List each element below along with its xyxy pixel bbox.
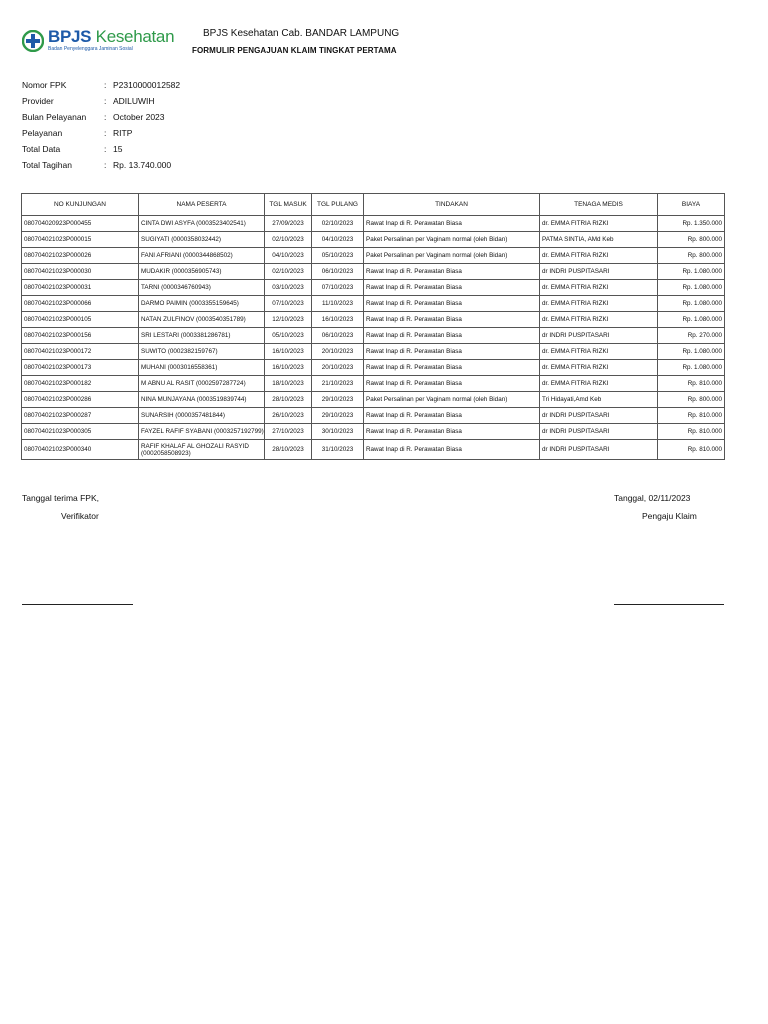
cell-nama-peserta: SUNARSIH (0000357481844) xyxy=(139,408,265,424)
cell-tgl-masuk: 18/10/2023 xyxy=(265,376,312,392)
cell-biaya: Rp. 1.080.000 xyxy=(658,280,725,296)
meta-value: 15 xyxy=(113,144,123,154)
cell-nama-peserta: FAYZEL RAFIF SYABANI (0003257192799) xyxy=(139,424,265,440)
logo-name-kesehatan: Kesehatan xyxy=(95,27,175,46)
cell-tenaga-medis: dr INDRI PUSPITASARI xyxy=(540,424,658,440)
cell-tenaga-medis: dr. EMMA FITRIA RIZKI xyxy=(540,360,658,376)
cell-nama-peserta: SRI LESTARI (0003381286781) xyxy=(139,328,265,344)
cell-no-kunjungan: 080704021023P000182 xyxy=(22,376,139,392)
table-row xyxy=(22,344,725,360)
cell-tenaga-medis: dr. EMMA FITRIA RIZKI xyxy=(540,344,658,360)
cell-tindakan: Rawat Inap di R. Perawatan Biasa xyxy=(364,344,540,360)
column-header-tenaga-medis: TENAGA MEDIS xyxy=(540,194,658,216)
table-row xyxy=(22,424,725,440)
cell-biaya: Rp. 1.080.000 xyxy=(658,296,725,312)
table-row xyxy=(22,392,725,408)
cell-tindakan: Rawat Inap di R. Perawatan Biasa xyxy=(364,440,540,460)
meta-row-provider xyxy=(22,96,180,112)
meta-row-total-data xyxy=(22,144,180,160)
meta-separator: : xyxy=(104,112,107,122)
meta-label: Total Data xyxy=(22,144,61,154)
form-title: FORMULIR PENGAJUAN KLAIM TINGKAT PERTAMA xyxy=(192,46,397,55)
cell-tindakan: Rawat Inap di R. Perawatan Biasa xyxy=(364,408,540,424)
column-header-tgl-pulang: TGL PULANG xyxy=(312,194,364,216)
cell-no-kunjungan: 080704020923P000455 xyxy=(22,216,139,232)
cell-tindakan: Paket Persalinan per Vaginam normal (oleh Bidan) xyxy=(364,392,540,408)
cell-biaya: Rp. 1.080.000 xyxy=(658,360,725,376)
table-header-row xyxy=(22,194,725,216)
table-row xyxy=(22,376,725,392)
cell-tgl-pulang: 20/10/2023 xyxy=(312,360,364,376)
meta-row-total-tagihan xyxy=(22,160,180,176)
column-header-no-kunjungan: NO KUNJUNGAN xyxy=(22,194,139,216)
cell-biaya: Rp. 810.000 xyxy=(658,440,725,460)
meta-row-pelayanan xyxy=(22,128,180,144)
cell-tgl-masuk: 28/10/2023 xyxy=(265,392,312,408)
meta-separator: : xyxy=(104,96,107,106)
cell-tindakan: Rawat Inap di R. Perawatan Biasa xyxy=(364,424,540,440)
table-row xyxy=(22,264,725,280)
cell-tenaga-medis: dr. EMMA FITRIA RIZKI xyxy=(540,216,658,232)
cell-nama-peserta: NATAN ZULFINOV (0003540351789) xyxy=(139,312,265,328)
cell-tenaga-medis: dr INDRI PUSPITASARI xyxy=(540,264,658,280)
cell-biaya: Rp. 810.000 xyxy=(658,424,725,440)
meta-label: Provider xyxy=(22,96,54,106)
cell-no-kunjungan: 080704021023P000340 xyxy=(22,440,139,460)
cell-tindakan: Rawat Inap di R. Perawatan Biasa xyxy=(364,376,540,392)
meta-value: P2310000012582 xyxy=(113,80,181,90)
cell-nama-peserta: CINTA DWI ASYFA (0003523402541) xyxy=(139,216,265,232)
bpjs-emblem-icon xyxy=(22,30,44,52)
table-row xyxy=(22,280,725,296)
claims-table xyxy=(21,193,725,460)
column-header-biaya: BIAYA xyxy=(658,194,725,216)
cell-no-kunjungan: 080704021023P000015 xyxy=(22,232,139,248)
cell-tenaga-medis: dr. EMMA FITRIA RIZKI xyxy=(540,376,658,392)
claim-meta xyxy=(22,80,180,176)
cell-tgl-masuk: 27/09/2023 xyxy=(265,216,312,232)
cell-tindakan: Rawat Inap di R. Perawatan Biasa xyxy=(364,296,540,312)
cell-no-kunjungan: 080704021023P000172 xyxy=(22,344,139,360)
logo-tagline: Badan Penyelenggara Jaminan Sosial xyxy=(48,46,133,52)
meta-separator: : xyxy=(104,144,107,154)
cell-nama-peserta: NINA MUNJAYANA (0003519839744) xyxy=(139,392,265,408)
cell-biaya: Rp. 800.000 xyxy=(658,232,725,248)
claimant-label: Pengaju Klaim xyxy=(642,511,697,521)
cell-biaya: Rp. 270.000 xyxy=(658,328,725,344)
cell-no-kunjungan: 080704021023P000287 xyxy=(22,408,139,424)
cell-tgl-masuk: 27/10/2023 xyxy=(265,424,312,440)
cell-tgl-masuk: 02/10/2023 xyxy=(265,264,312,280)
cell-tenaga-medis: dr. EMMA FITRIA RIZKI xyxy=(540,312,658,328)
column-header-tindakan: TINDAKAN xyxy=(364,194,540,216)
cell-tgl-masuk: 16/10/2023 xyxy=(265,344,312,360)
cell-no-kunjungan: 080704021023P000173 xyxy=(22,360,139,376)
cell-tindakan: Paket Persalinan per Vaginam normal (oleh Bidan) xyxy=(364,248,540,264)
cell-tgl-pulang: 30/10/2023 xyxy=(312,424,364,440)
cell-tgl-masuk: 07/10/2023 xyxy=(265,296,312,312)
cell-tgl-masuk: 16/10/2023 xyxy=(265,360,312,376)
meta-label: Nomor FPK xyxy=(22,80,67,90)
cell-no-kunjungan: 080704021023P000105 xyxy=(22,312,139,328)
cell-tgl-pulang: 29/10/2023 xyxy=(312,392,364,408)
meta-row-bulan-pelayanan xyxy=(22,112,180,128)
cell-tenaga-medis: Tri Hidayati,Amd Keb xyxy=(540,392,658,408)
cell-tindakan: Rawat Inap di R. Perawatan Biasa xyxy=(364,280,540,296)
cell-tindakan: Paket Persalinan per Vaginam normal (oleh Bidan) xyxy=(364,232,540,248)
cell-no-kunjungan: 080704021023P000305 xyxy=(22,424,139,440)
table-row xyxy=(22,248,725,264)
cell-tgl-pulang: 29/10/2023 xyxy=(312,408,364,424)
cell-tgl-pulang: 21/10/2023 xyxy=(312,376,364,392)
cell-tgl-pulang: 06/10/2023 xyxy=(312,264,364,280)
cell-tgl-pulang: 16/10/2023 xyxy=(312,312,364,328)
meta-separator: : xyxy=(104,128,107,138)
column-header-tgl-masuk: TGL MASUK xyxy=(265,194,312,216)
cell-no-kunjungan: 080704021023P000156 xyxy=(22,328,139,344)
cell-tgl-masuk: 26/10/2023 xyxy=(265,408,312,424)
cell-tgl-masuk: 02/10/2023 xyxy=(265,232,312,248)
cell-tenaga-medis: dr INDRI PUSPITASARI xyxy=(540,408,658,424)
cell-nama-peserta: MUHANI (0003016558361) xyxy=(139,360,265,376)
cell-tindakan: Rawat Inap di R. Perawatan Biasa xyxy=(364,216,540,232)
cell-tgl-pulang: 04/10/2023 xyxy=(312,232,364,248)
cell-tgl-pulang: 31/10/2023 xyxy=(312,440,364,460)
cell-tenaga-medis: dr. EMMA FITRIA RIZKI xyxy=(540,248,658,264)
cell-biaya: Rp. 1.080.000 xyxy=(658,264,725,280)
cell-tgl-pulang: 06/10/2023 xyxy=(312,328,364,344)
meta-row-nomor-fpk xyxy=(22,80,180,96)
cell-tgl-pulang: 11/10/2023 xyxy=(312,296,364,312)
cell-no-kunjungan: 080704021023P000066 xyxy=(22,296,139,312)
verifier-signature-line xyxy=(22,604,133,605)
cell-tgl-pulang: 20/10/2023 xyxy=(312,344,364,360)
table-row xyxy=(22,216,725,232)
cell-tindakan: Rawat Inap di R. Perawatan Biasa xyxy=(364,264,540,280)
table-row xyxy=(22,408,725,424)
cell-no-kunjungan: 080704021023P000026 xyxy=(22,248,139,264)
meta-value: Rp. 13.740.000 xyxy=(113,160,172,170)
table-row xyxy=(22,296,725,312)
cell-no-kunjungan: 080704021023P000286 xyxy=(22,392,139,408)
table-row xyxy=(22,232,725,248)
cell-nama-peserta: M ABNU AL RASIT (0002597287724) xyxy=(139,376,265,392)
table-row xyxy=(22,360,725,376)
cell-tgl-masuk: 12/10/2023 xyxy=(265,312,312,328)
cell-biaya: Rp. 810.000 xyxy=(658,408,725,424)
logo-wordmark xyxy=(48,28,174,46)
meta-label: Total Tagihan xyxy=(22,160,72,170)
cell-biaya: Rp. 800.000 xyxy=(658,392,725,408)
cell-tindakan: Rawat Inap di R. Perawatan Biasa xyxy=(364,328,540,344)
cell-tenaga-medis: dr. EMMA FITRIA RIZKI xyxy=(540,280,658,296)
claimant-signature-line xyxy=(614,604,724,605)
table-row xyxy=(22,312,725,328)
meta-label: Bulan Pelayanan xyxy=(22,112,87,122)
submission-date: Tanggal, 02/11/2023 xyxy=(614,493,691,503)
meta-value: October 2023 xyxy=(113,112,165,122)
received-date-label: Tanggal terima FPK, xyxy=(22,493,100,503)
cell-nama-peserta: SUWITO (0002382159767) xyxy=(139,344,265,360)
column-header-nama-peserta: NAMA PESERTA xyxy=(139,194,265,216)
cell-no-kunjungan: 080704021023P000031 xyxy=(22,280,139,296)
cell-tenaga-medis: dr INDRI PUSPITASARI xyxy=(540,328,658,344)
cell-tgl-masuk: 04/10/2023 xyxy=(265,248,312,264)
cell-biaya: Rp. 1.080.000 xyxy=(658,344,725,360)
table-body xyxy=(22,216,725,460)
cell-tgl-masuk: 05/10/2023 xyxy=(265,328,312,344)
cell-nama-peserta: DARMO PAIMIN (0003355159645) xyxy=(139,296,265,312)
cell-biaya: Rp. 810.000 xyxy=(658,376,725,392)
cell-biaya: Rp. 1.080.000 xyxy=(658,312,725,328)
cell-tgl-pulang: 02/10/2023 xyxy=(312,216,364,232)
branch-name: BPJS Kesehatan Cab. BANDAR LAMPUNG xyxy=(203,28,400,39)
cell-tgl-masuk: 28/10/2023 xyxy=(265,440,312,460)
cell-nama-peserta: RAFIF KHALAF AL GHOZALI RASYID (0002058508923) xyxy=(139,440,265,460)
cell-tenaga-medis: dr INDRI PUSPITASARI xyxy=(540,440,658,460)
meta-value: RITP xyxy=(113,128,133,138)
cell-tgl-pulang: 05/10/2023 xyxy=(312,248,364,264)
bpjs-logo xyxy=(22,24,175,58)
meta-value: ADILUWIH xyxy=(113,96,155,106)
cell-tenaga-medis: PATMA SINTIA, AMd Keb xyxy=(540,232,658,248)
cell-biaya: Rp. 1.350.000 xyxy=(658,216,725,232)
cell-tgl-masuk: 03/10/2023 xyxy=(265,280,312,296)
cell-tenaga-medis: dr. EMMA FITRIA RIZKI xyxy=(540,296,658,312)
cell-nama-peserta: TARNI (0000346760943) xyxy=(139,280,265,296)
meta-separator: : xyxy=(104,160,107,170)
cell-tindakan: Rawat Inap di R. Perawatan Biasa xyxy=(364,312,540,328)
logo-name-bpjs: BPJS xyxy=(48,27,92,46)
cell-nama-peserta: MUDAKIR (0000356905743) xyxy=(139,264,265,280)
cell-nama-peserta: SUGIYATI (0000358032442) xyxy=(139,232,265,248)
table-row xyxy=(22,440,725,460)
meta-separator: : xyxy=(104,80,107,90)
table-row xyxy=(22,328,725,344)
cell-no-kunjungan: 080704021023P000030 xyxy=(22,264,139,280)
cell-tgl-pulang: 07/10/2023 xyxy=(312,280,364,296)
meta-label: Pelayanan xyxy=(22,128,63,138)
verifier-label: Verifikator xyxy=(61,511,99,521)
cell-biaya: Rp. 800.000 xyxy=(658,248,725,264)
cell-nama-peserta: FANI AFRIANI (0000344868502) xyxy=(139,248,265,264)
cell-tindakan: Rawat Inap di R. Perawatan Biasa xyxy=(364,360,540,376)
